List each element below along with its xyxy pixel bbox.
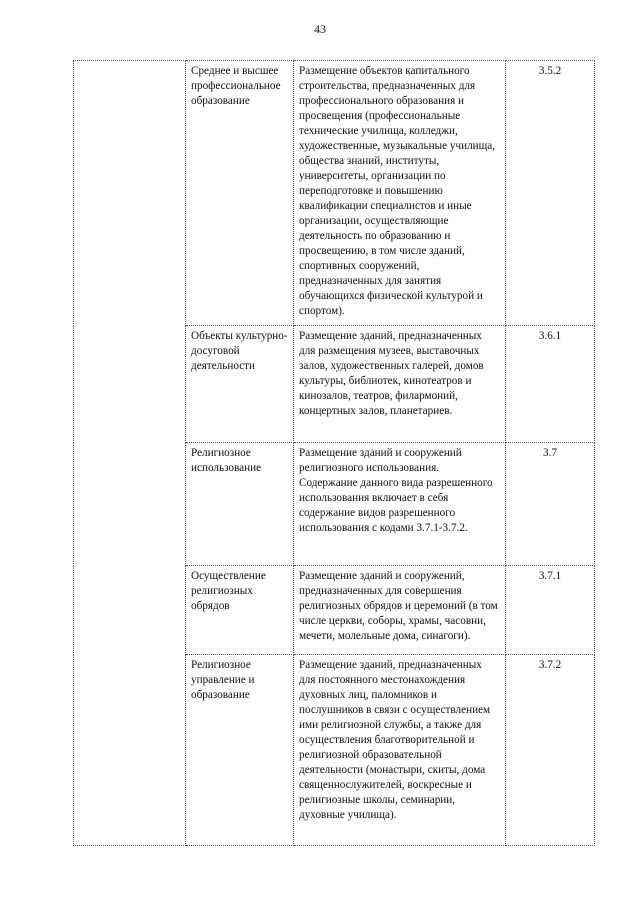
- use-description-cell: Размещение зданий, предназначенных для размещения музеев, выставочных залов, художественных галерей, домов культуры, библиотек, кинотеатров и кинозалов, театров, филармоний, концертных залов, планетариев.: [294, 326, 506, 443]
- use-name-cell: Осуществление религиозных обрядов: [186, 566, 294, 655]
- use-name-cell: Религиозное использование: [186, 443, 294, 566]
- use-description-cell: Размещение зданий и сооружений религиозного использования. Содержание данного вида разрешенного использования включает в себя содержание видов разрешенного использования с кодами 3.7.1-3.7.2.: [294, 443, 506, 566]
- page-number: 43: [314, 22, 326, 36]
- table-row: [74, 61, 595, 326]
- use-code-cell: 3.7.1: [506, 566, 595, 655]
- use-description-cell: Размещение зданий и сооружений, предназначенных для совершения религиозных обрядов и церемоний (в том числе церкви, соборы, храмы, часовни, мечети, молельные дома, синагоги).: [294, 566, 506, 655]
- use-code-cell: 3.5.2: [506, 61, 595, 326]
- zone-cell: [74, 61, 186, 846]
- use-name-cell: Религиозное управление и образование: [186, 655, 294, 846]
- use-description-cell: Размещение зданий, предназначенных для постоянного местонахождения духовных лиц, паломников и послушников в связи с осуществлением ими религиозной службы, а также для осуществления благотворительной и религиозной образовательной деятельности (монастыри, скиты, дома священнослужителей, воскресные и религиозные школы, семинарии, духовные училища).: [294, 655, 506, 846]
- use-code-cell: 3.6.1: [506, 326, 595, 443]
- use-description-cell: Размещение объектов капитального строительства, предназначенных для профессионального образования и просвещения (профессиональные технические училища, колледжи, художественные, музыкальные училища, общества знаний, институты, университеты, организации по переподготовке и повышению квалификации специалистов и иные организации, осуществляющие деятельность по образованию и просвещению, в том числе зданий, спортивных сооружений, предназначенных для занятия обучающихся физической культурой и спортом).: [294, 61, 506, 326]
- use-code-cell: 3.7.2: [506, 655, 595, 846]
- use-name-cell: Среднее и высшее профессиональное образование: [186, 61, 294, 326]
- use-code-cell: 3.7: [506, 443, 595, 566]
- land-use-table: [73, 60, 595, 846]
- use-name-cell: Объекты культурно-досуговой деятельности: [186, 326, 294, 443]
